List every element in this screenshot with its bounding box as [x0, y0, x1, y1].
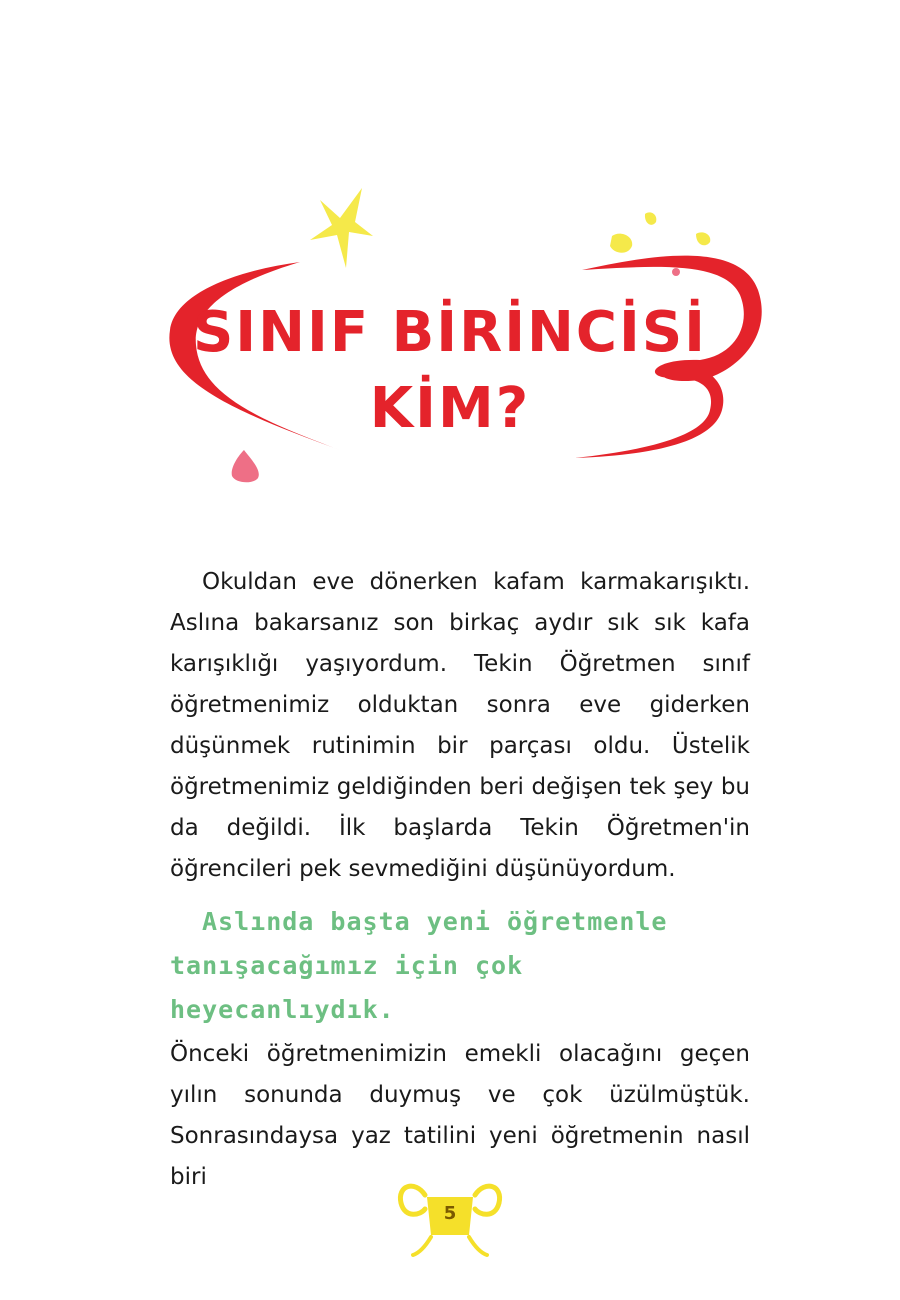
yellow-dot-icon — [645, 212, 656, 224]
pink-droplet-icon — [232, 450, 259, 482]
page-number-badge — [395, 1175, 505, 1260]
highlight-line-1: Aslında başta yeni öğretmenle — [202, 907, 668, 936]
pink-dot-icon — [672, 268, 680, 276]
paragraph-1: Okuldan eve dönerken kafam karmakarışıktı. Aslına bakarsanız son birkaç aydır sık sık kafa karışıklığı yaşıyordum. Tekin Öğretmen sınıf öğretmenimiz olduktan sonra eve giderken düşünmek rutinimin bir parçası oldu. Üstelik öğretmenimiz geldiğinden beri değişen tek şey bu da değildi. İlk başlarda Tekin Öğretmen'in öğrencileri pek sevmediğini düşünüyordum. — [170, 569, 750, 882]
chapter-title-line1: SINIF BİRİNCİSİ — [192, 300, 708, 365]
yellow-dot-icon — [696, 232, 710, 245]
page-number: 5 — [443, 1203, 457, 1224]
star-icon — [310, 188, 373, 268]
chapter-title — [0, 295, 900, 447]
yellow-dot-icon — [610, 234, 632, 253]
body-text — [170, 562, 750, 1198]
highlight-line-2: tanışacağımız için çok heyecanlıydık. — [170, 951, 524, 1024]
paragraph-2: Önceki öğretmenimizin emekli olacağını geçen yılın sonunda duymuş ve çok üzülmüştük. Sonrasındaysa yaz tatilini yeni öğretmenin nasıl biri — [170, 1041, 750, 1190]
chapter-title-line2: KİM? — [369, 376, 531, 441]
highlight-sentence — [170, 900, 750, 1032]
